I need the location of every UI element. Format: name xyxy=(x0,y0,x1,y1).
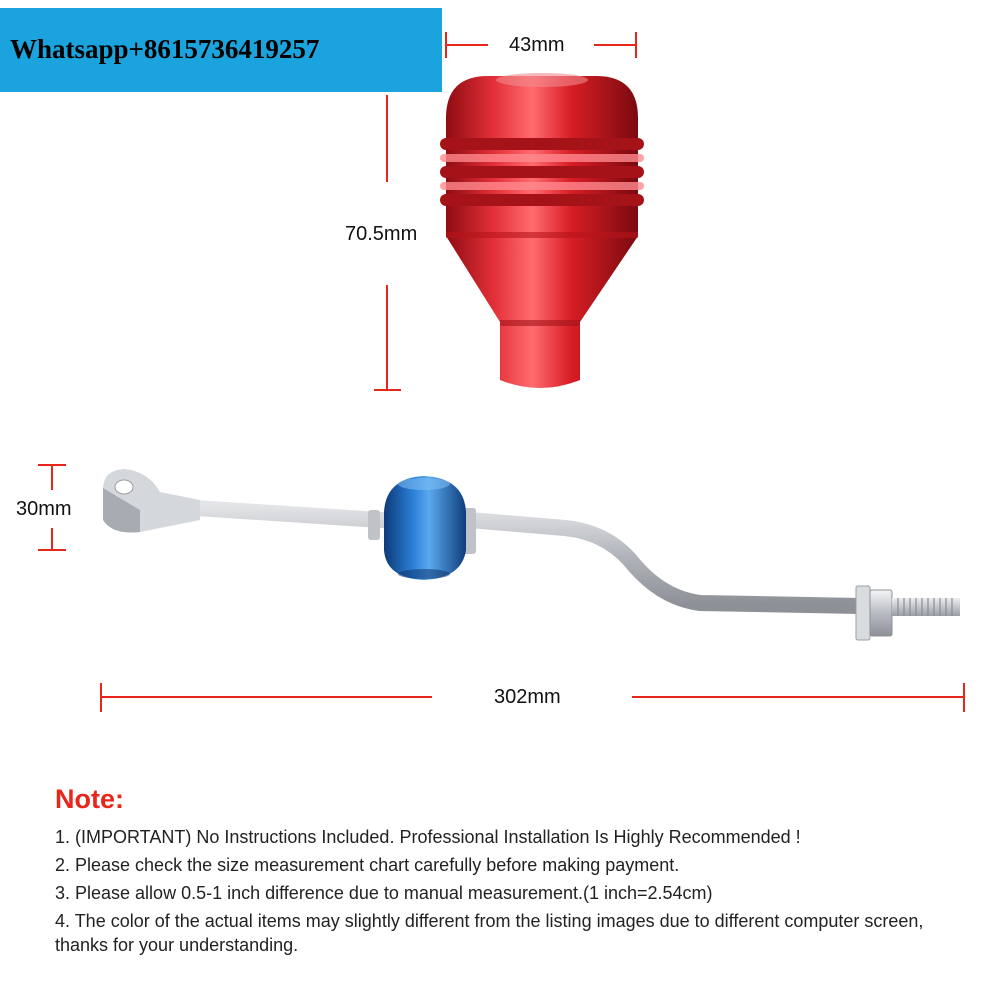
blue-pivot-ball xyxy=(384,476,466,580)
note-item-2: 2. Please check the size measurement chart carefully before making payment. xyxy=(55,855,680,875)
watermark-text: Whatsapp+8615736419257 xyxy=(10,34,320,64)
note-item-1: 1. (IMPORTANT) No Instructions Included. Professional Installation Is Highly Recommended ! xyxy=(55,827,801,847)
short-shifter-lever xyxy=(103,469,960,640)
red-shift-knob xyxy=(440,73,644,388)
knob-width-label: 43mm xyxy=(509,34,565,56)
knob-height-label: 70.5mm xyxy=(345,223,418,245)
notes-section xyxy=(55,784,975,961)
note-item-4: 4. The color of the actual items may slightly different from the listing images due to different computer screen, thanks for your understanding. xyxy=(55,911,924,955)
lever-length-label: 302mm xyxy=(494,686,561,708)
note-item-3: 3. Please allow 0.5-1 inch difference due to manual measurement.(1 inch=2.54cm) xyxy=(55,883,713,903)
note-list xyxy=(55,825,975,957)
lever-height-label: 30mm xyxy=(16,498,72,520)
note-title: Note: xyxy=(55,784,124,814)
